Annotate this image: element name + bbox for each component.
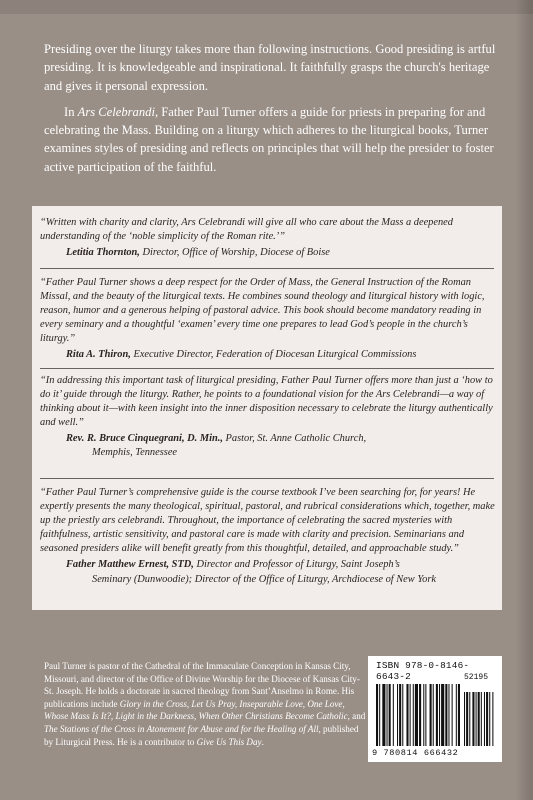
bio-text: . (261, 736, 264, 747)
intro-p2-rest: Father Paul Turner offers a guide for priests in preparing for and celebrating the Mass. Building on a liturgy which adheres to the liturgical books, Turner examines styles of presiding and reflects on principles that will help the presider to foster active participation of the faithful. (44, 104, 494, 174)
divider (40, 478, 494, 479)
endorser-title: Pastor, St. Anne Catholic Church, (222, 433, 367, 445)
endorsement-attribution (66, 558, 496, 586)
endorsement-attribution (66, 348, 496, 362)
divider (40, 268, 494, 269)
bio-book-titles: The Stations of the Cross in Atonement for Abuse and for the Healing of All, (44, 723, 321, 734)
endorser-title: Executive Director, Federation of Diocesan Liturgical Commissions (130, 349, 417, 361)
top-edge (0, 0, 533, 14)
endorsement-text: “Father Paul Turner shows a deep respect for the Order of Mass, the General Instruction of the Roman Missal, and the beauty of the liturgical texts. He combines sound theology and liturgical history with logic, reason, humor and a generous helping of pastoral advice. This book should become mandatory reading in every seminary and a thoughtful ‘examen’ every time one prepares to lead God’s people in the church’s liturgy.” (40, 277, 485, 345)
price-code: 52195 (464, 673, 489, 682)
endorsement-text: “In addressing this important task of liturgical presiding, Father Paul Turner offers more than just a ‘how to do it’ guide through the liturgy. Rather, he points to a foundational vision for the Ars Celebrandi—a way of thinking about it—with keen insight into the inner disposition necessary to celebrate the liturgy authentically and well.” (40, 375, 493, 429)
endorser-name: Rev. R. Bruce Cinquegrani, D. Min., (66, 433, 223, 445)
endorser-name: Father Matthew Ernest, STD, (66, 559, 194, 571)
endorsement-attribution (66, 246, 496, 260)
author-bio-text (44, 660, 366, 748)
isbn-number: ISBN 978-0-8146-6643-2 (376, 660, 470, 682)
bio-text: and (349, 711, 366, 722)
endorser-title-continued: Memphis, Tennessee (92, 447, 178, 459)
endorsements-box (32, 206, 502, 610)
endorsement-2 (40, 276, 496, 363)
divider (40, 368, 494, 369)
spine-shadow (515, 0, 533, 800)
endorser-title-continued: Seminary (Dunwoodie); Director of the Office of Liturgy, Archdiocese of New York (92, 573, 436, 585)
endorsement-text: “Written with charity and clarity, Ars Celebrandi will give all who care about the Mass a deepened understanding of the ‘noble simplicity of the Roman rite.’” (40, 217, 453, 243)
barcode-bars (374, 674, 496, 748)
bio-book-titles: Give Us This Day (196, 736, 262, 747)
endorser-name: Rita A. Thiron, (66, 349, 131, 361)
endorsement-4 (40, 486, 496, 587)
bio-text: published by Liturgical Press. He is a contributor to (44, 723, 359, 747)
endorsement-3 (40, 374, 496, 461)
bio-book-titles: Glory in the Cross, Let Us Pray, Inseparable Love, One Love, Whose Mass Is It?, Light in the Darkness, When Other Christians Become Catholic, (44, 698, 350, 722)
intro-paragraph-1: Presiding over the liturgy takes more than following instructions. Good presiding is artful presiding. It is knowledgeable and inspirational. It faithfully grasps the church's heritage and gives it personal expression. (44, 42, 496, 93)
endorser-name: Letitia Thornton, (66, 247, 140, 259)
endorser-title: Director, Office of Worship, Diocese of Boise (139, 247, 330, 259)
endorser-title: Director and Professor of Liturgy, Saint Joseph’s (193, 559, 400, 571)
author-bio (44, 660, 366, 748)
intro-p2-prefix: In (64, 104, 78, 119)
book-title: Ars Celebrandi, (77, 104, 159, 119)
endorsement-attribution (66, 432, 496, 460)
isbn-barcode (368, 656, 502, 762)
ean-digits: 9 780814 666432 (372, 748, 459, 758)
intro-paragraph-2 (44, 103, 504, 176)
endorsement-1 (40, 216, 496, 260)
endorsement-text: “Father Paul Turner’s comprehensive guide is the course textbook I’ve been searching for, for years! He expertly presents the many theological, spiritual, pastoral, and rubrical considerations which, together, make up the priestly ars celebrandi. Throughout, the importance of celebrating the sacred mysteries with faithfulness, artistic sensitivity, and pastoral care is made with clarity and precision. Seminarians and seasoned presiders alike will benefit greatly from this thoughtful, detailed, and approachable study.” (40, 487, 495, 555)
bio-text: Paul Turner is pastor of the Cathedral of the Immaculate Conception in Kansas City, Missouri, and director of the Office of Divine Worship for the Diocese of Kansas City-St. Joseph. He holds a doctorate in sacred theology from Sant’Anselmo in Rome. His publications include (44, 661, 360, 709)
intro-blurb (44, 40, 504, 176)
